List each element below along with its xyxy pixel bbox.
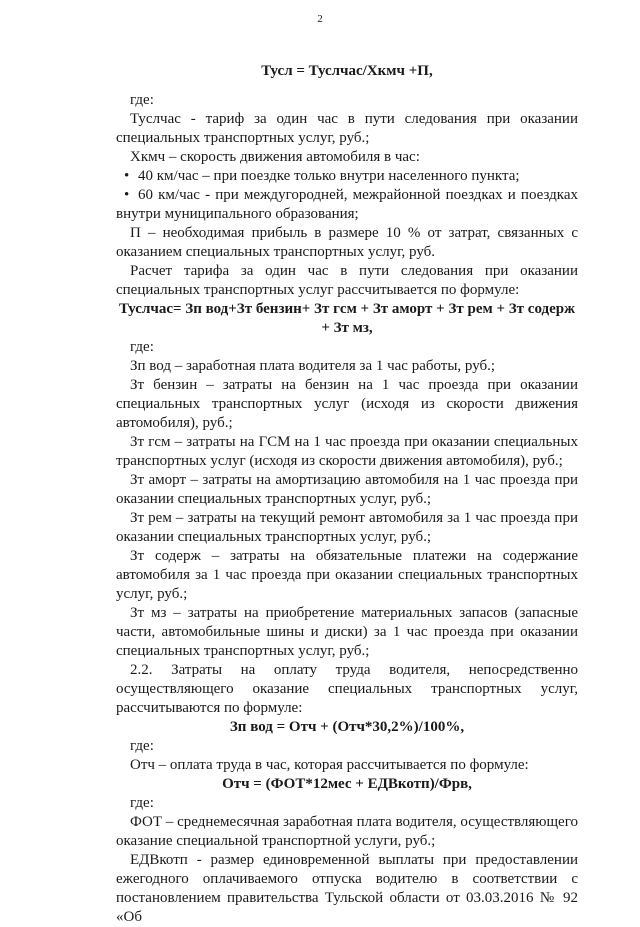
where-label: где: — [130, 738, 154, 754]
definition-hkmch: Хкмч – скорость движения автомобиля в час: — [130, 149, 420, 165]
section-2-2: 2.2. Затраты на оплату труда водителя, непосредственно осуществляющего оказание специальных транспортных услуг, рассчитываются по формуле: — [116, 662, 578, 716]
formula-otch: Отч = (ФОТ*12мес + ЕДВкотп)/Фрв, — [222, 776, 472, 792]
cost-definition: Зт рем – затраты на текущий ремонт автомобиля за 1 час проезда при оказании специальных транспортных услуг, руб.; — [116, 510, 578, 545]
definition-otch: Отч – оплата труда в час, которая рассчитывается по формуле: — [130, 757, 529, 773]
definition-profit: П – необходимая прибыль в размере 10 % от затрат, связанных с оказанием специальных транспортных услуг, руб. — [116, 225, 578, 260]
formula-wage: Зп вод = Отч + (Отч*30,2%)/100%, — [229, 719, 465, 735]
where-label: где: — [130, 339, 154, 355]
formula-tariff: Туслчас= Зп вод+Зт бензин+ Зт гсм + Зт аморт + Зт рем + Зт содерж + Зт мз, — [119, 301, 575, 336]
where-label: где: — [130, 92, 154, 108]
document-body — [116, 62, 578, 927]
definition-fot: ФОТ – среднемесячная заработная плата водителя, осуществляющего оказание специальной транспортной услуги, руб.; — [116, 814, 578, 849]
bullet-icon: • — [124, 187, 130, 203]
cost-definition: Зп вод – заработная плата водителя за 1 час работы, руб.; — [130, 358, 496, 374]
bullet-item: • 40 км/час – при поездке только внутри населенного пункта; — [124, 168, 520, 184]
bullet-item: • 60 км/час - при междугородней, межрайонной поездках и поездках внутри муниципального образования; — [116, 187, 578, 222]
cost-definition: Зт гсм – затраты на ГСМ на 1 час проезда при оказании специальных транспортных услуг (исходя из скорости движения автомобиля), руб.; — [116, 434, 578, 469]
definition-tuslchas: Туслчас - тариф за один час в пути следования при оказании специальных транспортных услуг, руб.; — [116, 111, 578, 146]
cost-definition: Зт бензин – затраты на бензин на 1 час проезда при оказании специальных транспортных услуг (исходя из скорости движения автомобиля), руб.; — [116, 377, 578, 431]
cost-definition: Зт аморт – затраты на амортизацию автомобиля на 1 час проезда при оказании специальных транспортных услуг, руб.; — [116, 472, 578, 507]
formula-main: Тусл = Туслчас/Хкмч +П, — [261, 63, 433, 79]
cost-definition: Зт содерж – затраты на обязательные платежи на содержание автомобиля за 1 час проезда при оказании специальных транспортных услуг, руб.; — [116, 548, 578, 602]
cost-definition: Зт мз – затраты на приобретение материальных запасов (запасные части, автомобильные шины и диски) за 1 час проезда при оказании специальных транспортных услуг, руб.; — [116, 605, 578, 659]
tariff-intro: Расчет тарифа за один час в пути следования при оказании специальных транспортных услуг рассчитывается по формуле: — [116, 263, 578, 298]
bullet-icon: • — [124, 168, 130, 184]
page-number: 2 — [317, 13, 323, 25]
where-label: где: — [130, 795, 154, 811]
definition-edv: ЕДВкотп - размер единовременной выплаты при предоставлении ежегодного оплачиваемого отпуска водителю в соответствии с постановлением правительства Тульской области от 03.03.2016 № 92 «Об — [116, 852, 578, 925]
